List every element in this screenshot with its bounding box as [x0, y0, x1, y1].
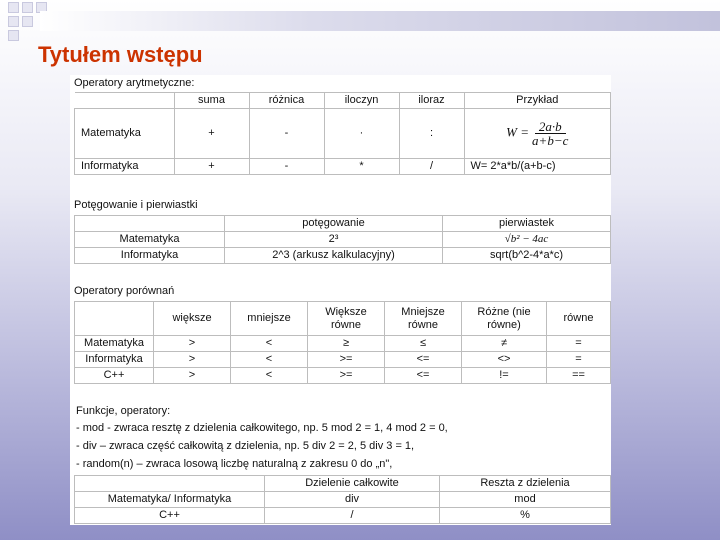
- table-row: [75, 336, 611, 352]
- top-bar-decoration: [40, 11, 720, 31]
- header-cell: Większe równe: [308, 302, 385, 336]
- cell: /: [399, 159, 464, 175]
- header-cell: Różne (nie równe): [462, 302, 547, 336]
- header-cell: różnica: [249, 93, 324, 109]
- row-label: Informatyka: [75, 352, 154, 368]
- table-row: [75, 476, 611, 492]
- table-row: [75, 492, 611, 508]
- cell: >=: [308, 352, 385, 368]
- cell: >=: [308, 368, 385, 384]
- cell: <=: [385, 352, 462, 368]
- arith-table: [74, 92, 611, 175]
- row-label: Matematyka: [75, 336, 154, 352]
- power-table: [74, 215, 611, 264]
- header-cell: iloraz: [399, 93, 464, 109]
- cell: =: [547, 336, 611, 352]
- cell: <=: [385, 368, 462, 384]
- cell: 2³: [225, 232, 443, 248]
- formula-numerator: 2a·b: [535, 120, 566, 134]
- header-cell: Dzielenie całkowite: [265, 476, 440, 492]
- row-label: Informatyka: [75, 248, 225, 264]
- table-row: [75, 302, 611, 336]
- cell: W= 2*a*b/(a+b-c): [464, 159, 611, 175]
- cell: sqrt(b^2-4*a*c): [443, 248, 611, 264]
- cell: <: [231, 336, 308, 352]
- table-row: [75, 508, 611, 524]
- functions-heading: Funkcje, operatory:: [76, 405, 171, 417]
- header-cell: pierwiastek: [443, 216, 611, 232]
- compare-table: [74, 301, 611, 384]
- row-label: Matematyka: [75, 232, 225, 248]
- cell: :: [399, 109, 464, 159]
- cell: ==: [547, 368, 611, 384]
- cell: -: [249, 159, 324, 175]
- cell: 2^3 (arkusz kalkulacyjny): [225, 248, 443, 264]
- cell: >: [154, 368, 231, 384]
- header-cell: równe: [547, 302, 611, 336]
- cell: +: [174, 159, 249, 175]
- header-cell: Mniejsze równe: [385, 302, 462, 336]
- arith-heading: Operatory arytmetyczne:: [74, 77, 195, 89]
- cell: -: [249, 109, 324, 159]
- cell: mod: [440, 492, 611, 508]
- row-label: Informatyka: [75, 159, 175, 175]
- formula-cell: [464, 109, 611, 159]
- table-row: [75, 248, 611, 264]
- cell: ≠: [462, 336, 547, 352]
- header-cell: [75, 302, 154, 336]
- header-cell: [75, 216, 225, 232]
- cell: ≤: [385, 336, 462, 352]
- compare-heading: Operatory porównań: [74, 285, 175, 297]
- cell: +: [174, 109, 249, 159]
- header-cell: mniejsze: [231, 302, 308, 336]
- header-cell: suma: [174, 93, 249, 109]
- table-row: [75, 232, 611, 248]
- cell: /: [265, 508, 440, 524]
- table-row: [75, 368, 611, 384]
- division-table: [74, 475, 611, 524]
- function-line-random: - random(n) – zwraca losową liczbę naturalną z zakresu 0 do „n",: [76, 458, 393, 470]
- cell: <>: [462, 352, 547, 368]
- table-row: [75, 216, 611, 232]
- row-label: Matematyka: [75, 109, 175, 159]
- cell: *: [324, 159, 399, 175]
- function-line-mod: - mod - zwraca resztę z dzielenia całkowitego, np. 5 mod 2 = 1, 4 mod 2 = 0,: [76, 422, 448, 434]
- header-cell: Przykład: [464, 93, 611, 109]
- header-cell: potęgowanie: [225, 216, 443, 232]
- cell: div: [265, 492, 440, 508]
- table-row: [75, 159, 611, 175]
- header-cell: [75, 476, 265, 492]
- cell: √b² − 4ac: [443, 232, 611, 248]
- formula-fraction: [532, 120, 568, 147]
- cell: <: [231, 352, 308, 368]
- header-cell: iloczyn: [324, 93, 399, 109]
- slide-title: Tytułem wstępu: [38, 42, 203, 67]
- cell: >: [154, 336, 231, 352]
- cell: ·: [324, 109, 399, 159]
- row-label: Matematyka/ Informatyka: [75, 492, 265, 508]
- table-row: [75, 93, 611, 109]
- power-heading: Potęgowanie i pierwiastki: [74, 199, 198, 211]
- table-row: [75, 352, 611, 368]
- header-cell: większe: [154, 302, 231, 336]
- cell: <: [231, 368, 308, 384]
- table-row: [75, 109, 611, 159]
- row-label: C++: [75, 368, 154, 384]
- formula-lhs: W =: [506, 124, 529, 140]
- row-label: C++: [75, 508, 265, 524]
- cell: >: [154, 352, 231, 368]
- function-line-div: - div – zwraca część całkowitą z dzielenia, np. 5 div 2 = 2, 5 div 3 = 1,: [76, 440, 415, 452]
- cell: %: [440, 508, 611, 524]
- cell: ≥: [308, 336, 385, 352]
- formula-denominator: a+b−c: [532, 133, 569, 148]
- cell: =: [547, 352, 611, 368]
- header-cell: Reszta z dzielenia: [440, 476, 611, 492]
- cell: !=: [462, 368, 547, 384]
- header-cell: [75, 93, 175, 109]
